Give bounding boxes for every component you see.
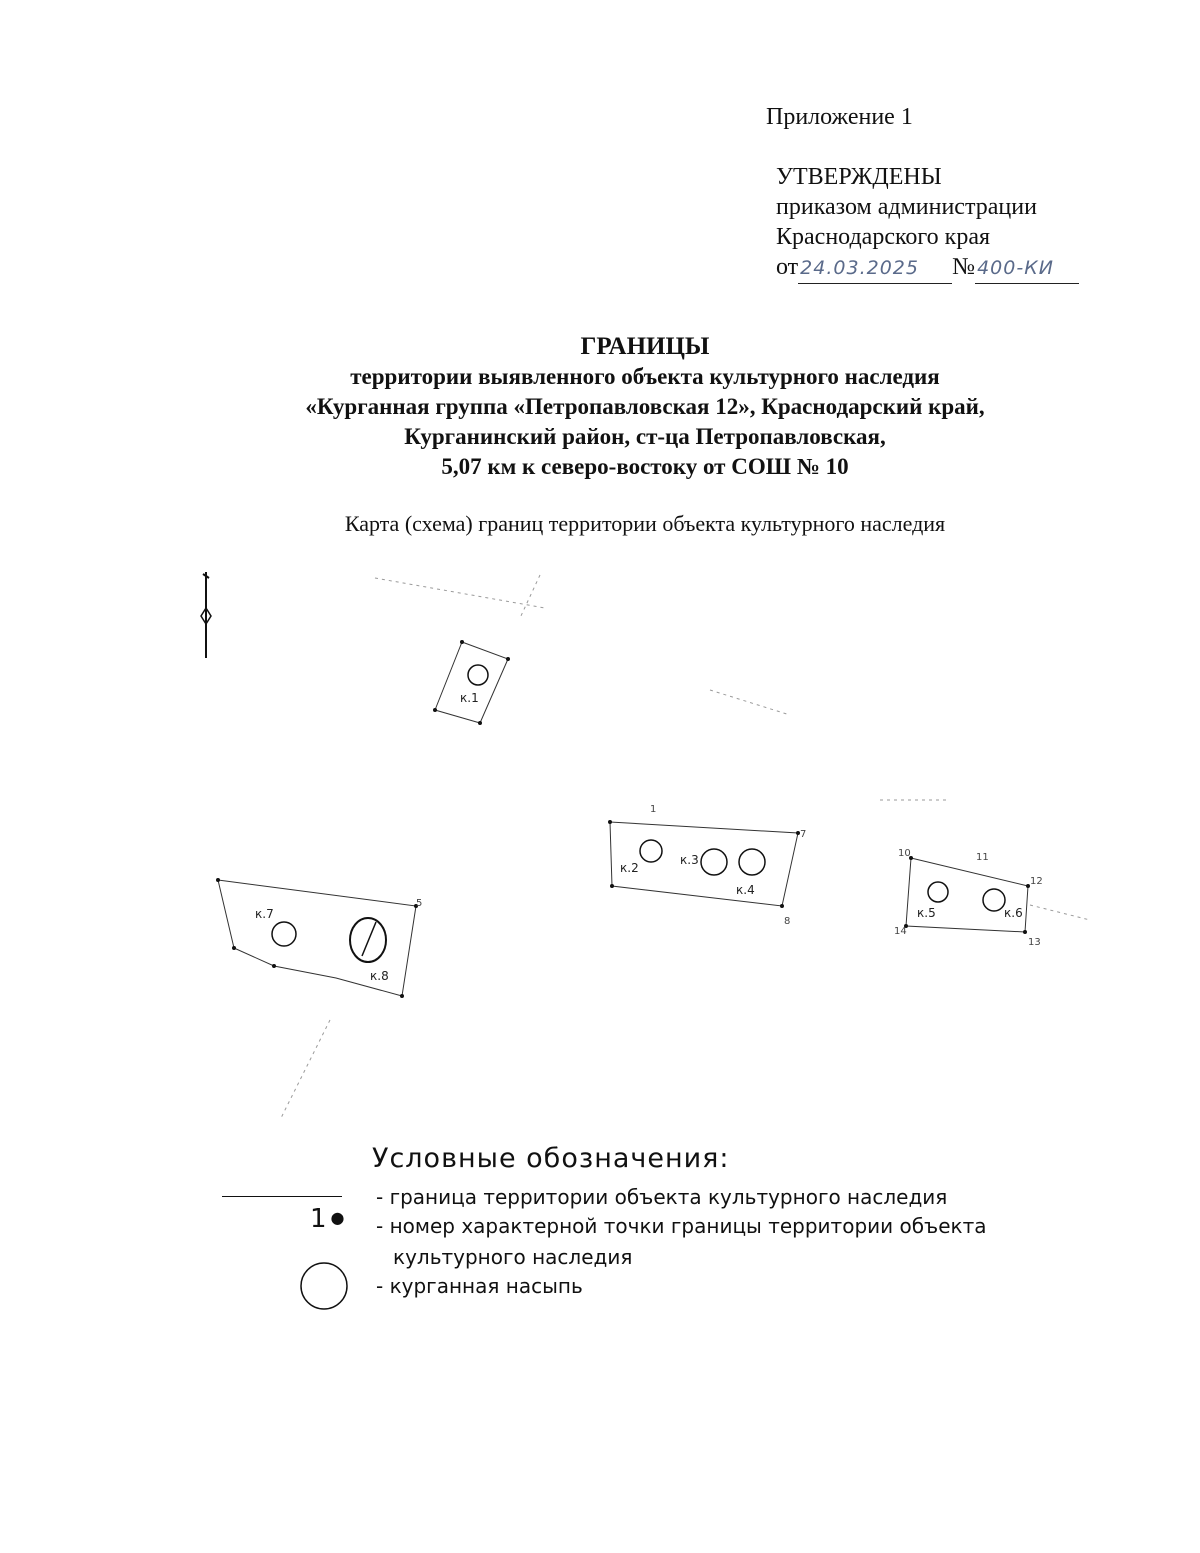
legend-item-point: - номер характерной точки границы территории объекта <box>376 1214 987 1238</box>
north-arrow-icon <box>201 572 211 658</box>
title-line-4: 5,07 км к северо-востоку от СОШ № 10 <box>441 454 849 479</box>
mound-k5 <box>928 882 948 902</box>
mound-k2 <box>640 840 662 862</box>
legend-item-point-cont: культурного наследия <box>393 1245 633 1269</box>
title-line-3: Курганинский район, ст-ца Петропавловская, <box>404 424 886 449</box>
point-dot-icon: ● <box>330 1208 345 1227</box>
title-line-1: территории выявленного объекта культурного наследия <box>350 364 940 389</box>
approved-line-3: Краснодарского края <box>776 224 991 250</box>
site-k1 <box>433 640 510 725</box>
mound-label-k5: к.5 <box>917 906 936 920</box>
mound-label-k4: к.4 <box>736 883 755 897</box>
approved-line-2: приказом администрации <box>776 194 1037 220</box>
mound-k4 <box>739 849 765 875</box>
mound-k6 <box>983 889 1005 911</box>
mound-label-k7: к.7 <box>255 907 274 921</box>
point-label-8: 8 <box>784 916 791 927</box>
mound-label-k6: к.6 <box>1004 906 1023 920</box>
mound-label-k8: к.8 <box>370 969 389 983</box>
point-label-1: 1 <box>650 804 657 815</box>
title-line-2: «Курганная группа «Петропавловская 12», Краснодарский край, <box>305 394 985 419</box>
site-k5-k6 <box>894 848 1043 948</box>
point-label-5: 5 <box>416 898 423 909</box>
approval-date-line <box>776 252 1079 284</box>
mound-label-k3: к.3 <box>680 853 699 867</box>
point-label-14: 14 <box>894 926 907 937</box>
site-k2-k4 <box>608 804 806 927</box>
legend-mound-circle-icon <box>298 1262 350 1314</box>
legend-item-boundary: - граница территории объекта культурного наследия <box>376 1185 948 1209</box>
mound-k7 <box>272 922 296 946</box>
mound-label-k2: к.2 <box>620 861 639 875</box>
legend-item-mound: - курганная насыпь <box>376 1274 583 1298</box>
boundary-map <box>190 560 1110 1120</box>
point-label-10: 10 <box>898 848 911 859</box>
approval-block <box>776 162 1079 284</box>
point-label-12: 12 <box>1030 876 1043 887</box>
legend-boundary-line <box>222 1196 342 1197</box>
mound-k3 <box>701 849 727 875</box>
appendix-label: Приложение 1 <box>766 104 913 130</box>
map-caption: Карта (схема) границ территории объекта культурного наследия <box>344 511 946 536</box>
approved-line-1: УТВЕРЖДЕНЫ <box>776 164 942 190</box>
background-lines <box>280 575 1090 1120</box>
order-number: 400-КИ <box>975 253 1079 284</box>
mound-label-k1: к.1 <box>460 691 479 705</box>
point-label-13: 13 <box>1028 937 1041 948</box>
document-title <box>0 332 1200 482</box>
order-date: 24.03.2025 <box>798 253 952 284</box>
number-prefix: № <box>952 254 976 280</box>
point-label-7: 7 <box>800 829 807 840</box>
title-heading: ГРАНИЦЫ <box>580 333 710 360</box>
mound-k1 <box>468 665 488 685</box>
legend-point-number: 1 <box>310 1204 327 1234</box>
legend-title: Условные обозначения: <box>372 1143 730 1174</box>
site-k7-k8 <box>216 878 422 998</box>
date-prefix: от <box>776 254 799 280</box>
boundary-polygon-3 <box>906 858 1028 932</box>
legend-point-symbol <box>310 1204 345 1234</box>
point-label-11: 11 <box>976 852 989 863</box>
